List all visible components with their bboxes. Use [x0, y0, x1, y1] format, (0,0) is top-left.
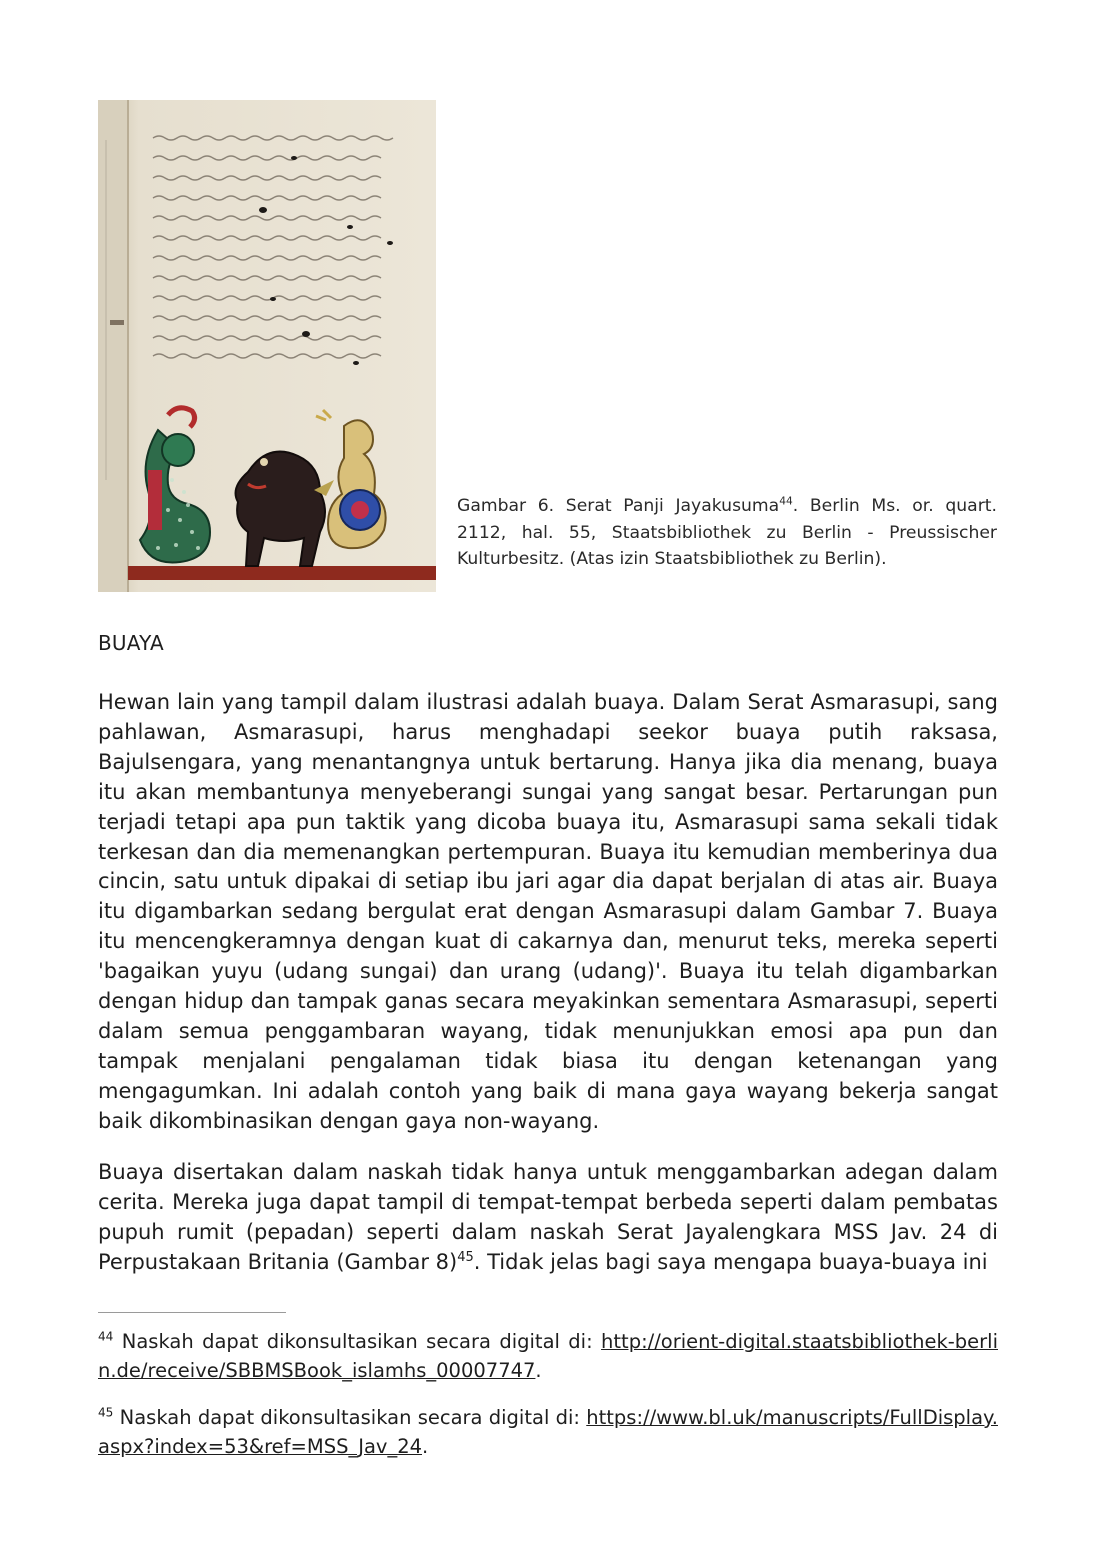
figure-caption	[457, 493, 997, 573]
paragraph-2-continued: . Tidak jelas bagi saya mengapa buaya-buaya ini	[473, 1249, 988, 1274]
caption-text: Gambar 6. Serat Panji Jayakusuma	[457, 496, 780, 516]
footnote-end: .	[422, 1434, 429, 1458]
footnote-end: .	[535, 1358, 542, 1382]
paragraph-2	[98, 1158, 998, 1278]
footnote-44	[98, 1328, 998, 1385]
footnote-link[interactable]: http://orient-digital.staatsbibliothek-berlin.de/receive/SBBMSBook_islamhs_00007747	[98, 1330, 998, 1382]
paragraph-2-text: Buaya disertakan dalam naskah tidak hanya untuk menggambarkan adegan dalam cerita. Mereka juga dapat tampil di tempat-tempat berbeda seperti dalam pembatas pupuh rumit (pepadan) seperti dalam naskah Serat Jayalengkara MSS Jav. 24 di Perpustakaan Britania (Gambar 8)	[98, 1160, 998, 1274]
footnote-number: 45	[98, 1405, 114, 1420]
footnote-number: 44	[98, 1329, 114, 1344]
footnote-text: Naskah dapat dikonsultasikan secara digital di:	[121, 1330, 602, 1353]
paragraph-2-footnote-ref[interactable]: 45	[457, 1249, 474, 1265]
footnote-divider	[98, 1312, 286, 1313]
footnote-link[interactable]: https://www.bl.uk/manuscripts/FullDisplay.aspx?index=53&ref=MSS_Jav_24	[98, 1406, 998, 1458]
paragraph-1: Hewan lain yang tampil dalam ilustrasi adalah buaya. Dalam Serat Asmarasupi, sang pahlawan, Asmarasupi, harus menghadapi seekor buaya putih raksasa, Bajulsengara, yang menantangnya untuk bertarung. Hanya jika dia menang, buaya itu akan membantunya menyeberangi sungai yang sangat besar. Pertarungan pun terjadi tetapi apa pun taktik yang dicoba buaya itu, Asmarasupi sama sekali tidak terkesan dan dia memenangkan pertempuran. Buaya itu kemudian memberinya dua cincin, satu untuk dipakai di setiap ibu jari agar dia dapat berjalan di atas air. Buaya itu digambarkan sedang bergulat erat dengan Asmarasupi dalam Gambar 7. Buaya itu mencengkeramnya dengan kuat di cakarnya dan, menurut teks, mereka seperti 'bagaikan yuyu (udang sungai) dan urang (udang)'. Buaya itu telah digambarkan dengan hidup dan tampak ganas secara meyakinkan sementara Asmarasupi, seperti dalam semua penggambaran wayang, tidak menunjukkan emosi apa pun dan tampak menjalani pengalaman tidak biasa itu dengan ketenangan yang mengagumkan. Ini adalah contoh yang baik di mana gaya wayang bekerja sangat baik dikombinasikan dengan gaya non-wayang.	[98, 690, 998, 1133]
manuscript-illustration	[98, 100, 436, 592]
footnote-45	[98, 1404, 998, 1461]
caption-rest: . Berlin Ms. or. quart. 2112, hal. 55, Staatsbibliothek zu Berlin - Preussischer Kulturbesitz. (Atas izin Staatsbibliothek zu Berlin).	[457, 496, 997, 569]
section-heading: BUAYA	[98, 631, 164, 655]
manuscript-figure	[98, 100, 436, 592]
caption-footnote-ref[interactable]: 44	[779, 494, 793, 508]
footnote-text: Naskah dapat dikonsultasikan secara digital di:	[119, 1406, 587, 1429]
